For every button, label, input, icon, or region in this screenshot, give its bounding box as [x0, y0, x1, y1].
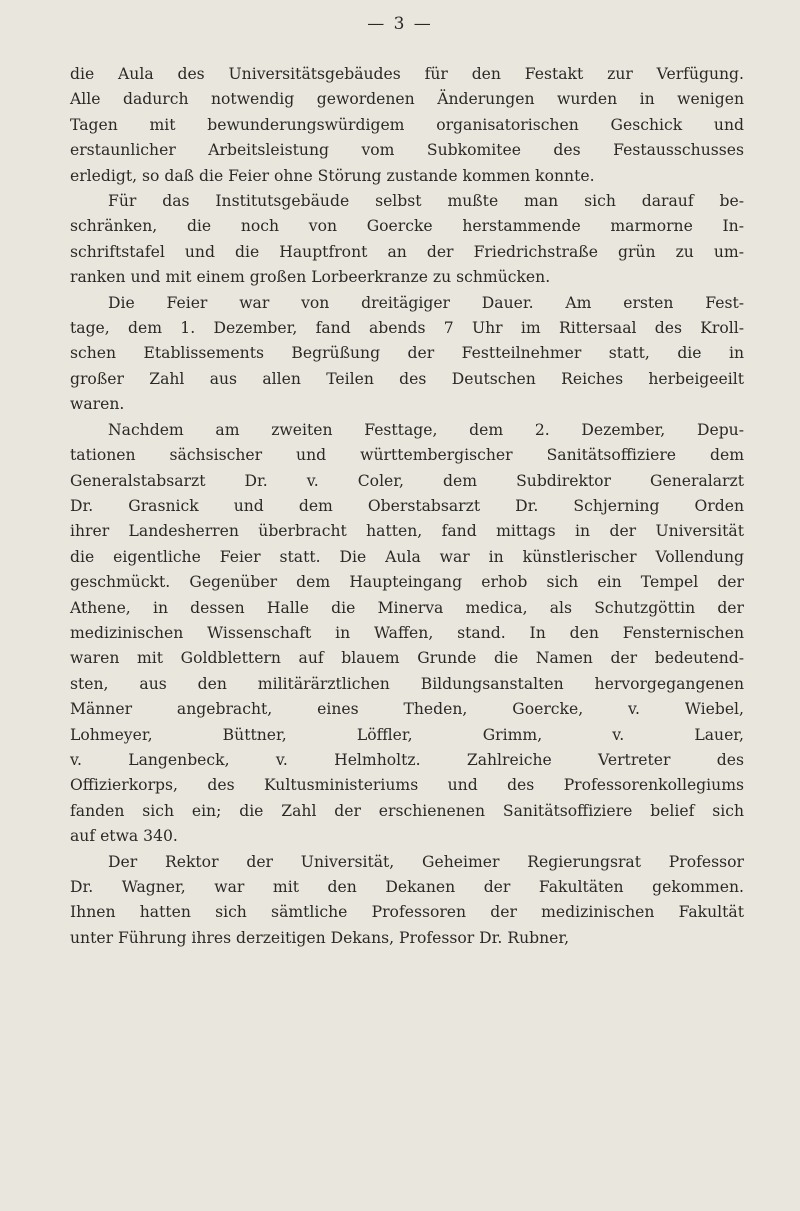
- text-line: ranken und mit einem großen Lorbeerkranze zu schmücken.: [70, 268, 551, 287]
- text-line: Offizierkorps, des Kultusministeriums und des Professorenkollegiums: [70, 776, 744, 795]
- paragraph: [70, 189, 744, 291]
- text-line: erledigt, so daß die Feier ohne Störung zustande kommen konnte.: [70, 166, 595, 185]
- text-line: Lohmeyer, Büttner, Löffler, Grimm, v. Lauer,: [70, 725, 744, 744]
- paragraph: [70, 62, 744, 189]
- text-line: Alle dadurch notwendig gewordenen Änderungen wurden in wenigen: [70, 90, 744, 109]
- text-line: medizinischen Wissenschaft in Waffen, stand. In den Fensternischen: [70, 623, 744, 642]
- text-line: schränken, die noch von Goercke herstammende marmorne In-: [70, 217, 744, 236]
- text-line: Dr. Wagner, war mit den Dekanen der Fakultäten gekommen.: [70, 878, 744, 896]
- text-line: tationen sächsischer und württembergischer Sanitätsoffiziere dem: [70, 446, 744, 465]
- text-line: waren mit Goldblettern auf blauem Grunde die Namen der bedeutend-: [70, 649, 744, 668]
- body-text: [70, 62, 744, 951]
- text-line: Ihnen hatten sich sämtliche Professoren der medizinischen Fakultät: [70, 903, 744, 922]
- paragraph: [70, 291, 744, 418]
- page-number: — 3 —: [367, 14, 433, 34]
- text-line: Generalstabsarzt Dr. v. Coler, dem Subdirektor Generalarzt: [70, 471, 744, 490]
- text-line: Tagen mit bewunderungswürdigem organisatorischen Geschick und: [70, 115, 744, 134]
- text-line: auf etwa 340.: [70, 827, 178, 846]
- text-line: Die Feier war von dreitägiger Dauer. Am ersten Fest-: [108, 293, 744, 312]
- text-line: geschmückt. Gegenüber dem Haupteingang erhob sich ein Tempel der: [70, 573, 744, 592]
- text-line: großer Zahl aus allen Teilen des Deutschen Reiches herbeigeeilt: [70, 369, 744, 388]
- text-line: fanden sich ein; die Zahl der erschienenen Sanitätsoffiziere belief sich: [70, 801, 744, 820]
- text-line: Der Rektor der Universität, Geheimer Regierungsrat Professor: [108, 852, 744, 871]
- text-line: die eigentliche Feier statt. Die Aula war in künstlerischer Vollendung: [70, 547, 744, 566]
- text-line: schen Etablissements Begrüßung der Festteilnehmer statt, die in: [70, 344, 744, 363]
- text-line: Dr. Grasnick und dem Oberstabsarzt Dr. Schjerning Orden: [70, 496, 744, 515]
- text-line: Männer angebracht, eines Theden, Goercke, v. Wiebel,: [70, 700, 744, 719]
- text-line: waren.: [70, 395, 125, 414]
- text-line: tage, dem 1. Dezember, fand abends 7 Uhr im Rittersaal des Kroll-: [70, 319, 744, 338]
- text-line: schriftstafel und die Hauptfront an der Friedrichstraße grün zu um-: [70, 242, 744, 261]
- text-line: unter Führung ihres derzeitigen Dekans, Professor Dr. Rubner,: [70, 928, 570, 947]
- text-line: erstaunlicher Arbeitsleistung vom Subkomitee des Festausschusses: [70, 141, 744, 160]
- text-line: die Aula des Universitätsgebäudes für den Festakt zur Verfügung.: [70, 65, 744, 83]
- text-line: v. Langenbeck, v. Helmholtz. Zahlreiche Vertreter des: [70, 750, 744, 769]
- text-line: ihrer Landesherren überbracht hatten, fand mittags in der Universität: [70, 522, 744, 541]
- text-line: Für das Institutsgebäude selbst mußte man sich darauf be-: [108, 192, 744, 211]
- paragraph: [70, 850, 744, 952]
- text-line: Nachdem am zweiten Festtage, dem 2. Dezember, Depu-: [108, 420, 744, 439]
- text-line: sten, aus den militärärztlichen Bildungsanstalten hervorgegangenen: [70, 674, 744, 693]
- paragraph: [70, 418, 744, 850]
- text-line: Athene, in dessen Halle die Minerva medica, als Schutzgöttin der: [70, 598, 744, 617]
